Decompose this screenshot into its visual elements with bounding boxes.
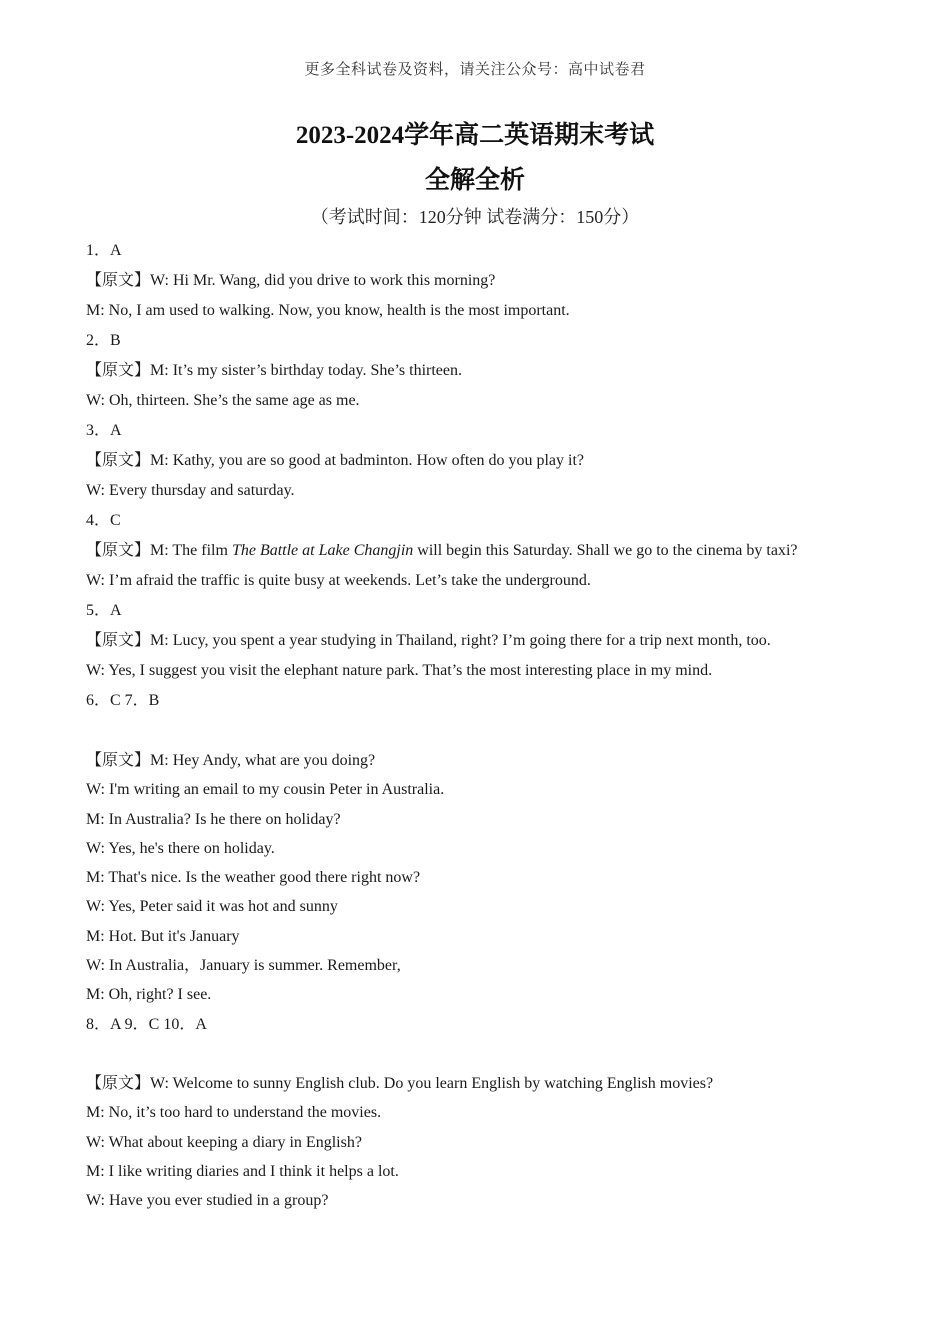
spacer (86, 716, 876, 746)
answer-line: 1．A (86, 242, 122, 259)
answer-body (86, 236, 876, 1215)
transcript-line: W: I’m afraid the traffic is quite busy at weekends. Let’s take the underground. (86, 572, 591, 589)
exam-info: （考试时间：120分钟 试卷满分：150分） (310, 207, 640, 227)
source-label: 【原文】 (86, 1074, 151, 1092)
transcript-line: W: Every thursday and saturday. (86, 482, 295, 499)
transcript-line: M: No, it’s too hard to understand the movies. (86, 1104, 382, 1122)
transcript-line: M: I like writing diaries and I think it helps a lot. (86, 1162, 399, 1180)
source-label: 【原文】 (86, 752, 151, 769)
transcript-line: 【原文】M: Hey Andy, what are you doing? (86, 752, 376, 769)
transcript-line: 【原文】M: Lucy, you spent a year studying in Thailand, right? I’m going there for a trip next month, too. (86, 632, 771, 649)
source-label: 【原文】 (86, 542, 151, 559)
answer-line: 2．B (86, 332, 121, 349)
header-note: 更多全科试卷及资料，请关注公众号：高中试卷君 (304, 62, 646, 78)
transcript-line: M: Hot. But it's January (86, 927, 240, 945)
transcript-line: W: Oh, thirteen. She’s the same age as me. (86, 392, 360, 409)
answer-line: 3．A (86, 422, 122, 439)
transcript-line: 【原文】M: The film The Battle at Lake Changjin will begin this Saturday. Shall we go to the cinema by taxi? (86, 542, 798, 559)
transcript-line: W: What about keeping a diary in English? (86, 1133, 362, 1151)
transcript-line: M: In Australia? Is he there on holiday? (86, 810, 341, 828)
transcript-line: 【原文】W: Welcome to sunny English club. Do you learn English by watching English movies? (86, 1074, 714, 1092)
transcript-line: M: No, I am used to walking. Now, you know, health is the most important. (86, 302, 570, 319)
transcript-line: 【原文】M: Kathy, you are so good at badminton. How often do you play it? (86, 452, 585, 469)
source-label: 【原文】 (86, 452, 151, 469)
transcript-line: W: Yes, he's there on holiday. (86, 839, 275, 857)
transcript-line: W: Have you ever studied in a group? (86, 1192, 329, 1210)
answer-line: 6．C 7．B (86, 692, 160, 709)
transcript-line: 【原文】W: Hi Mr. Wang, did you drive to work this morning? (86, 272, 496, 289)
page-subtitle: 全解全析 (424, 167, 525, 194)
transcript-line: 【原文】M: It’s my sister’s birthday today. She’s thirteen. (86, 362, 462, 379)
transcript-line: W: I'm writing an email to my cousin Peter in Australia. (86, 781, 445, 799)
transcript-line: W: In Australia，January is summer. Remember, (86, 957, 401, 975)
spacer (86, 1039, 876, 1069)
source-label: 【原文】 (86, 632, 151, 649)
answer-line: 4．C (86, 512, 121, 529)
transcript-line: W: Yes, Peter said it was hot and sunny (86, 898, 338, 916)
source-label: 【原文】 (86, 362, 151, 379)
page-title: 2023-2024学年高二英语期末考试 (295, 122, 655, 149)
answer-line: 8．A 9．C 10．A (86, 1015, 207, 1033)
answer-line: 5．A (86, 602, 122, 619)
film-title: The Battle at Lake Changjin (231, 542, 414, 559)
transcript-line: M: That's nice. Is the weather good there right now? (86, 869, 421, 887)
transcript-line: M: Oh, right? I see. (86, 986, 212, 1004)
source-label: 【原文】 (86, 272, 151, 289)
transcript-line: W: Yes, I suggest you visit the elephant nature park. That’s the most interesting place in my mind. (86, 662, 713, 679)
